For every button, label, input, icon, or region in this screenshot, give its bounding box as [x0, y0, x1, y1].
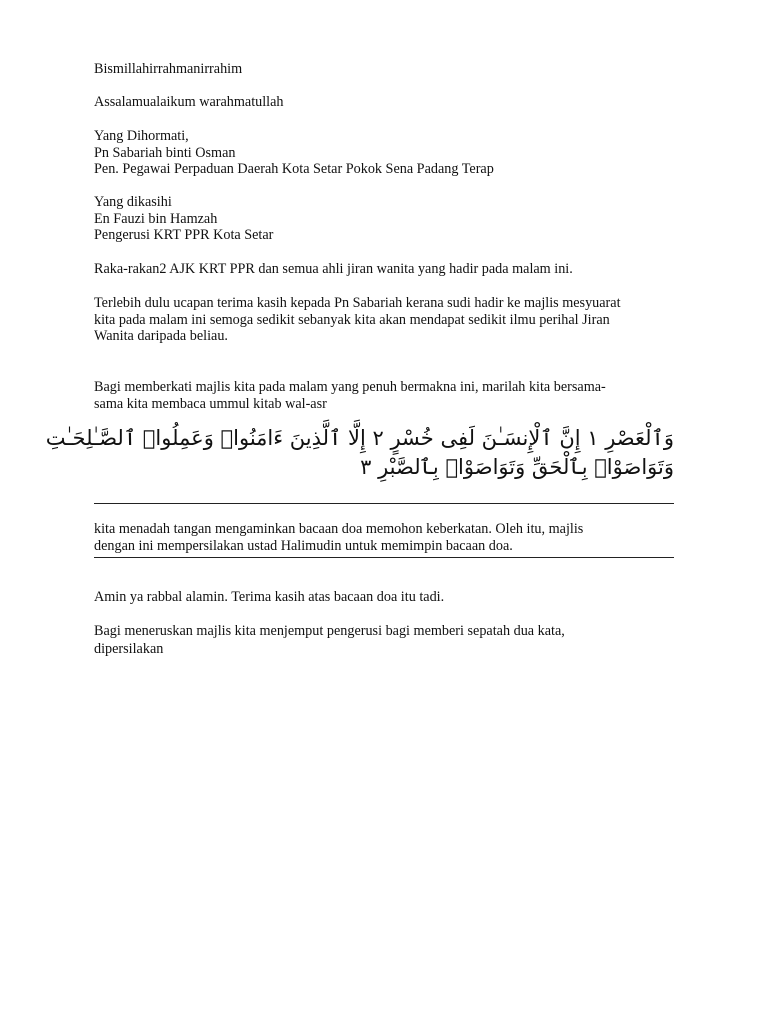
opening-text: Bismillahirrahmanirrahim	[94, 61, 243, 77]
closing-paragraph	[94, 622, 674, 658]
divider-top	[94, 503, 674, 504]
beloved-position: Pengerusi KRT PPR Kota Setar	[94, 227, 274, 244]
greeting-text: Assalamualaikum warahmatullah	[94, 94, 284, 110]
closing-line: dipersilakan	[94, 641, 164, 657]
respected-position: Pen. Pegawai Perpaduan Daerah Kota Setar Pokok Sena Padang Terap	[94, 161, 494, 178]
amin-paragraph	[94, 589, 674, 606]
amin-text: Amin ya rabbal alamin. Terima kasih atas bacaan doa itu tadi.	[94, 589, 445, 605]
greeting-line	[94, 94, 674, 111]
colleagues-paragraph	[94, 261, 674, 278]
opening-line	[94, 61, 674, 78]
thanks-line: Terlebih dulu ucapan terima kasih kepada Pn Sabariah kerana sudi hadir ke majlis mesyuarat	[94, 295, 621, 311]
divider-bottom	[94, 557, 674, 558]
respected-heading: Yang Dihormati,	[94, 128, 189, 144]
colleagues-text: Raka-rakan2 AJK KRT PPR dan semua ahli jiran wanita yang hadir pada malam ini.	[94, 261, 573, 277]
blessing-paragraph	[94, 379, 674, 412]
beloved-name: En Fauzi bin Hamzah	[94, 210, 218, 227]
respected-name: Pn Sabariah binti Osman	[94, 144, 236, 161]
thanks-line: Wanita daripada beliau.	[94, 328, 228, 345]
doa-paragraph	[94, 521, 674, 554]
surah-line: وَٱلْعَصْرِ ١ إِنَّ ٱلْإِنسَـٰنَ لَفِى خُسْرٍ ٢ إِلَّا ٱلَّذِينَ ءَامَنُوا۟ وَعَمِلُوا۟ ٱلصَّـٰلِحَـٰتِ	[45, 426, 674, 450]
blessing-line: Bagi memberkati majlis kita pada malam yang penuh bermakna ini, marilah kita bersama-	[94, 379, 606, 395]
closing-line: Bagi meneruskan majlis kita menjemput pengerusi bagi memberi sepatah dua kata,	[94, 623, 565, 639]
beloved-guest-block	[94, 194, 674, 244]
doa-line: kita menadah tangan mengaminkan bacaan doa memohon keberkatan. Oleh itu, majlis	[94, 521, 584, 537]
respected-guest-block	[94, 128, 674, 178]
beloved-heading: Yang dikasihi	[94, 194, 172, 210]
thanks-line: kita pada malam ini semoga sedikit sebanyak kita akan mendapat sedikit ilmu perihal Jiran	[94, 311, 610, 328]
blessing-line: sama kita membaca ummul kitab wal-asr	[94, 395, 327, 412]
surah-line: وَتَوَاصَوْا۟ بِٱلْحَقِّ وَتَوَاصَوْا۟ بِٱلصَّبْرِ ٣	[360, 455, 674, 479]
doa-line: dengan ini mempersilakan ustad Halimudin untuk memimpin bacaan doa.	[94, 537, 513, 554]
surah-al-asr-text	[45, 424, 674, 482]
thanks-paragraph	[94, 295, 674, 345]
